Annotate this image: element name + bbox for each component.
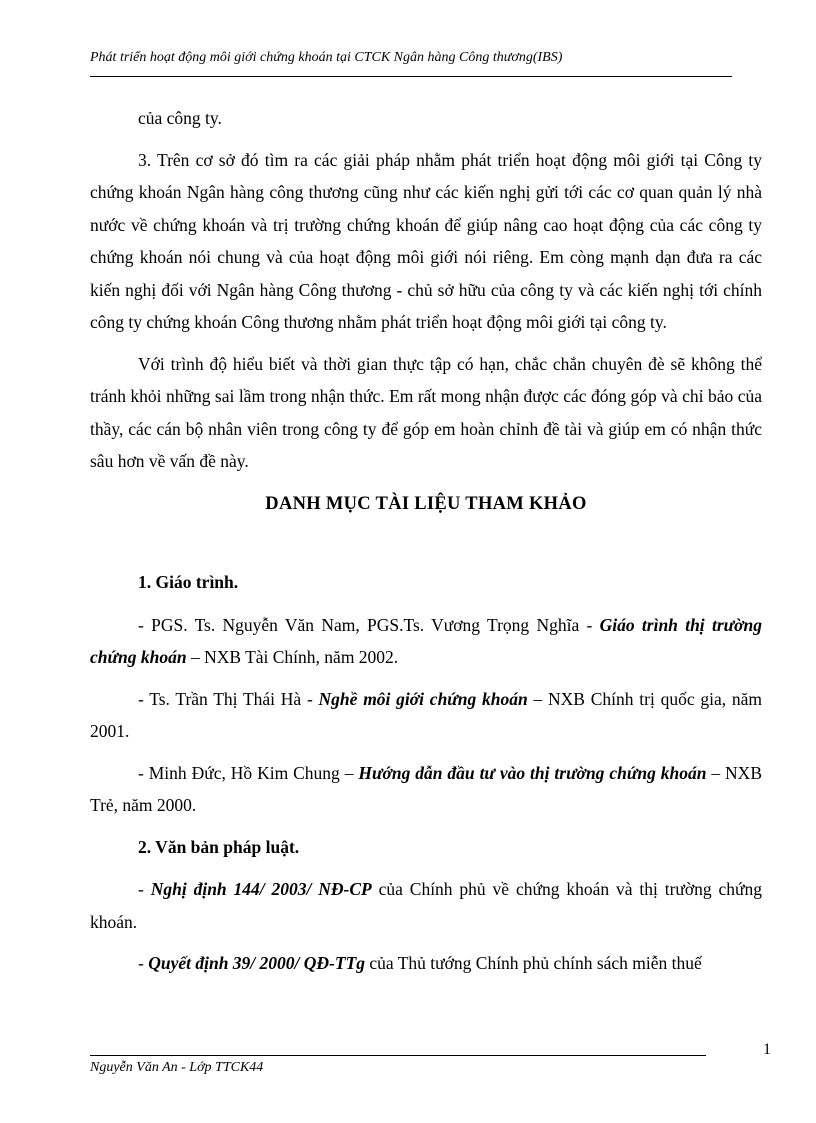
reference-title: Nghị định 144/ 2003/ NĐ-CP	[150, 879, 372, 899]
reference-title: Giáo trình thị trường chứng khoán	[90, 614, 762, 667]
reference-item: - Ts. Trần Thị Thái Hà - Nghề môi giới chứng khoán – NXB Chính trị quốc gia, năm 2001.	[90, 688, 762, 741]
references-heading: DANH MỤC TÀI LIỆU THAM KHẢO	[265, 493, 587, 514]
paragraph-continuation: của công ty.	[138, 108, 222, 128]
reference-title: Quyết định 39/ 2000/ QĐ-TTg	[148, 953, 366, 973]
page-footer: Nguyễn Văn An - Lớp TTCK44	[90, 1060, 264, 1075]
reference-title: Nghề môi giới chứng khoán	[318, 688, 528, 709]
paragraph-closing: Với trình độ hiểu biết và thời gian thực tập có hạn, chắc chắn chuyên đè sẽ không thể tránh khỏi những sai lầm trong nhận thức. Em rất mong nhận được các đóng góp và chỉ bảo của thầy, các cán bộ nhân viên trong công ty để góp em hoàn chỉnh đề tài và giúp em có nhận thức sâu hơn về vấn đề này.	[90, 353, 762, 471]
paragraph-solutions: 3. Trên cơ sở đó tìm ra các giải pháp nhằm phát triển hoạt động môi giới tại Công ty chứng khoán Ngân hàng công thương cũng như các kiến nghị gửi tới các cơ quan quản lý nhà nước về chứng khoán và trị trường chứng khoán để giúp nâng cao hoạt động của các công ty chứng khoán nói chung và của hoạt động môi giới nói riêng. Em còng mạnh dạn đưa ra các kiến nghị đối với Ngân hàng Công thương - chủ sở hữu của công ty và các kiến nghị tới chính công ty chứng khoán Công thương nhằm phát triển hoạt động môi giới tại công ty.	[90, 149, 762, 332]
reference-item: - Quyết định 39/ 2000/ QĐ-TTg của Thủ tướng Chính phủ chính sách miễn thuế	[138, 953, 702, 973]
page-body	[90, 102, 762, 989]
section-heading-legal-documents: 2. Văn bản pháp luật.	[138, 836, 300, 857]
reference-item: - PGS. Ts. Nguyễn Văn Nam, PGS.Ts. Vương Trọng Nghĩa - Giáo trình thị trường chứng khoán – NXB Tài Chính, năm 2002.	[90, 614, 762, 667]
header-rule	[90, 76, 732, 77]
reference-item: - Nghị định 144/ 2003/ NĐ-CP của Chính phủ về chứng khoán và thị trường chứng khoán.	[90, 879, 763, 932]
page-number: 1	[763, 1041, 771, 1058]
footer-rule	[90, 1055, 706, 1056]
page-header: Phát triển hoạt động môi giới chứng khoán tại CTCK Ngân hàng Công thương(IBS)	[90, 50, 563, 65]
section-heading-textbooks: 1. Giáo trình.	[138, 572, 239, 592]
reference-item: - Minh Đức, Hồ Kim Chung – Hướng dẫn đầu tư vào thị trường chứng khoán – NXB Trẻ, năm 2000.	[90, 762, 762, 815]
reference-title: Hướng dẫn đầu tư vào thị trường chứng khoán	[358, 762, 707, 783]
